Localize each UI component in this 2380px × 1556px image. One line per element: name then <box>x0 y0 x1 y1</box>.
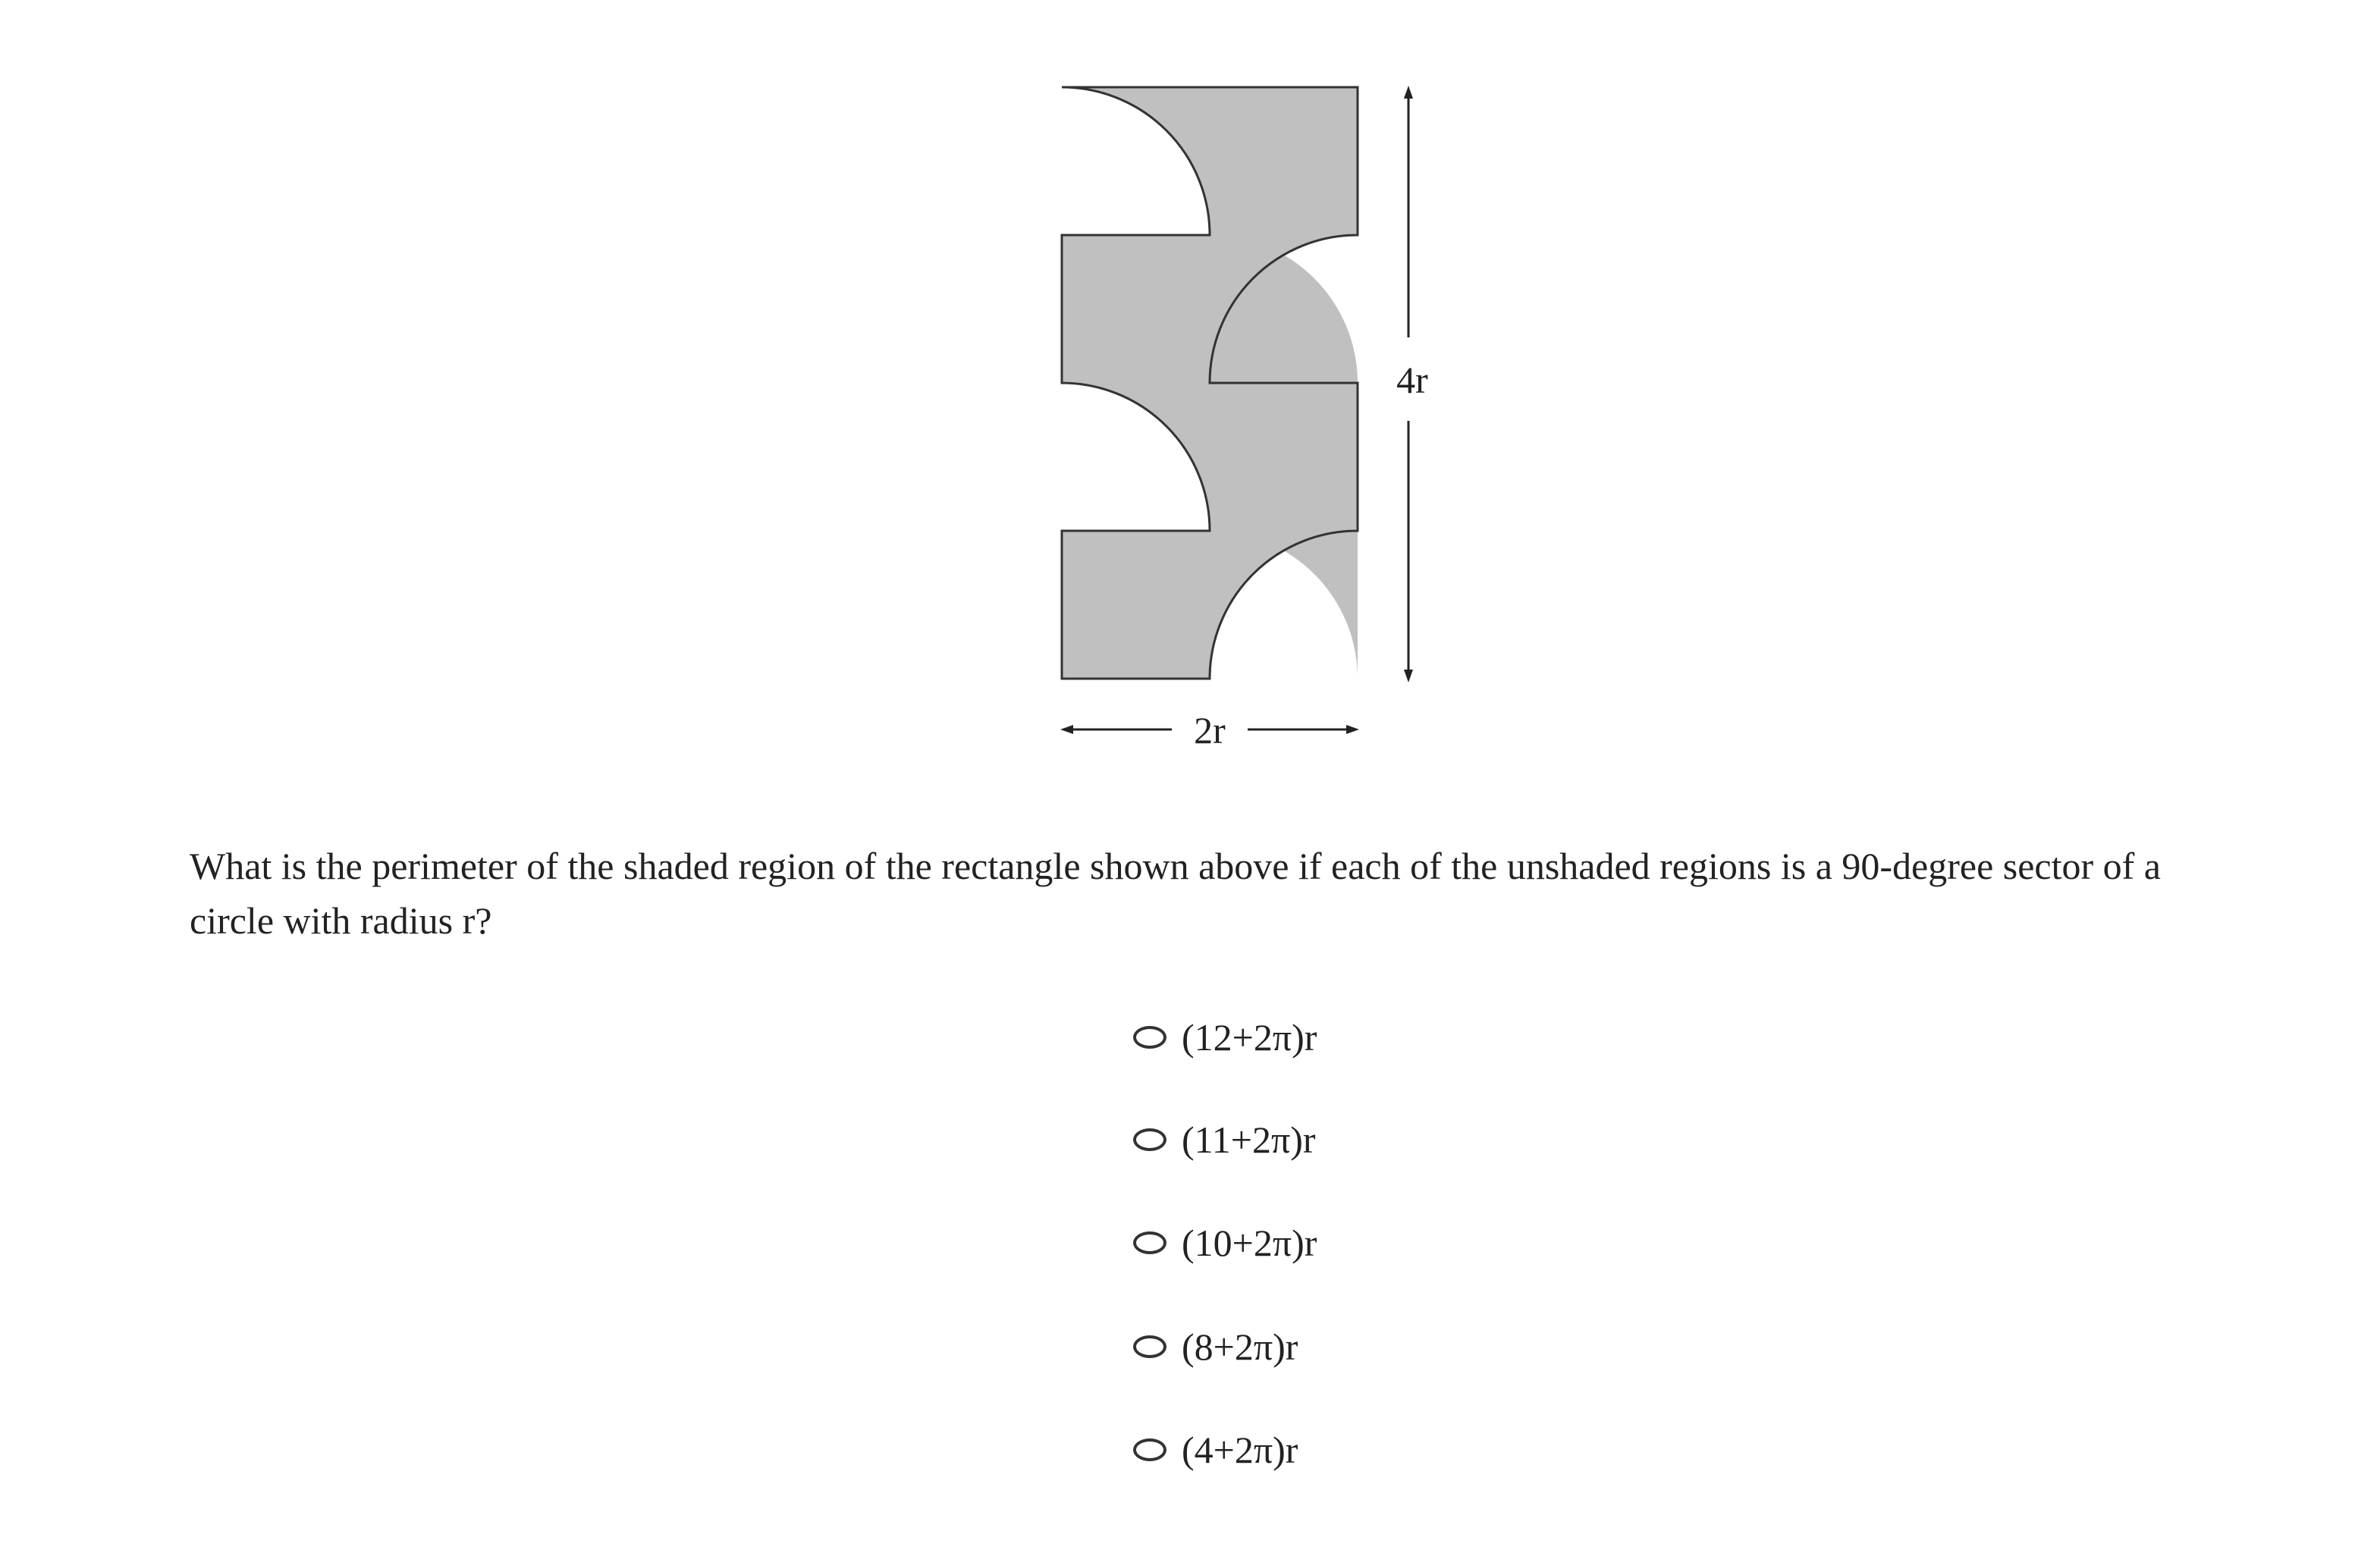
answer-choice-e[interactable] <box>1133 1423 1298 1477</box>
radio-button-icon[interactable] <box>1133 1026 1166 1049</box>
arrow-left-icon <box>1060 725 1073 734</box>
answer-choice-b[interactable] <box>1133 1112 1316 1167</box>
shaded-region-outline <box>1062 87 1358 679</box>
answer-choice-c[interactable] <box>1133 1216 1317 1270</box>
arrow-down-icon <box>1404 670 1413 682</box>
answer-choice-label: (10+2π)r <box>1182 1222 1317 1264</box>
arrow-up-icon <box>1404 86 1413 99</box>
width-label: 2r <box>1194 709 1226 751</box>
answer-choice-d[interactable] <box>1133 1319 1298 1374</box>
radio-button-icon[interactable] <box>1133 1128 1166 1151</box>
answer-choice-a[interactable] <box>1133 1010 1317 1065</box>
question-text: What is the perimeter of the shaded region of the rectangle shown above if each of the unshaded regions is a 90-degree sector of a circle with radius r? <box>190 845 2161 942</box>
answer-choice-label: (8+2π)r <box>1182 1325 1298 1368</box>
shaded-region-figure <box>986 61 1471 789</box>
arrow-right-icon <box>1346 725 1359 734</box>
answer-choice-label: (12+2π)r <box>1182 1016 1317 1059</box>
radio-button-icon[interactable] <box>1133 1231 1166 1254</box>
answer-choice-label: (4+2π)r <box>1182 1429 1298 1471</box>
radio-button-icon[interactable] <box>1133 1335 1166 1358</box>
height-label: 4r <box>1396 359 1428 401</box>
answer-choice-label: (11+2π)r <box>1182 1118 1316 1161</box>
radio-button-icon[interactable] <box>1133 1438 1166 1461</box>
